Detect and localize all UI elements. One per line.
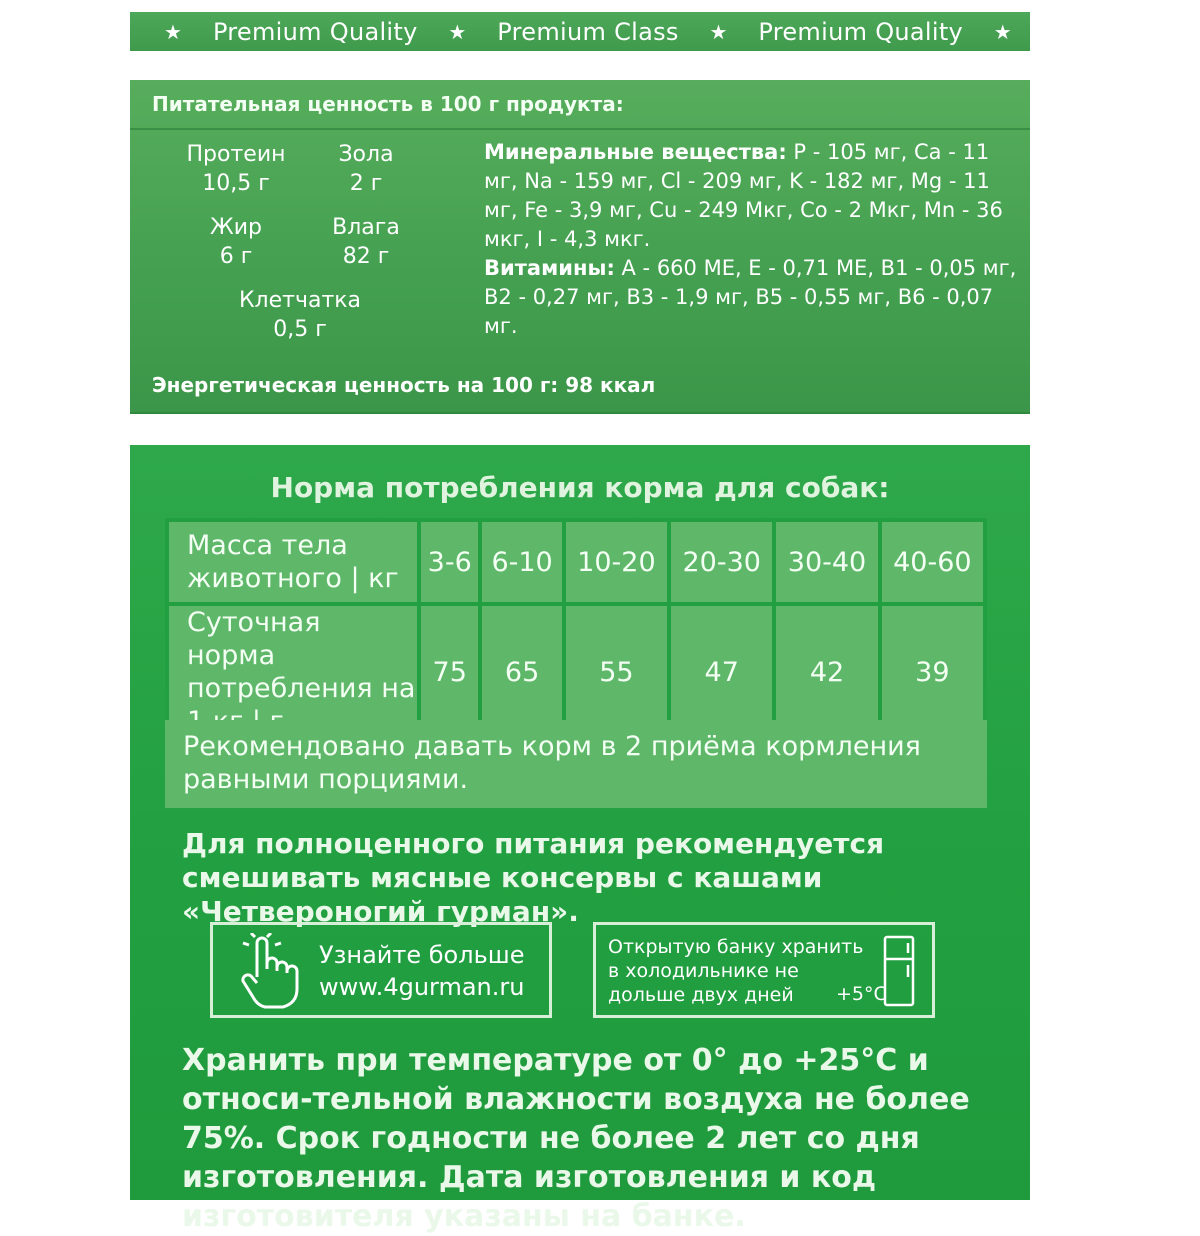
stat-value: 10,5 г [202,171,270,196]
table-cell: 47 [669,604,774,740]
nutrition-heading: Питательная ценность в 100 г продукта: [152,92,624,116]
table-cell: 40-60 [880,520,985,604]
star-icon: ★ [993,19,1012,44]
star-icon: ★ [164,19,183,44]
mix-note: Для полноценного питания рекомендуется смешивать мясные консервы с кашами «Четвероногий гурман». [182,827,885,928]
table-cell: 55 [564,604,669,740]
minerals-vitamins [484,138,1024,341]
stat-ash [316,140,416,198]
stat-name: Зола [338,142,394,167]
minerals-label: Минеральные вещества: [484,140,787,164]
vitamins-label: Витамины: [484,256,615,280]
stat-protein [178,140,294,198]
row-label: Масса тела животного | кг [167,520,419,604]
divider [130,128,1030,130]
stat-name: Влага [332,215,400,240]
stat-name: Жир [210,215,262,240]
fridge-temp: +5°С [836,983,887,1005]
fridge-text: Открытую банку хранить в холодильнике не дольше двух дней [608,936,864,1006]
feeding-norm-panel [130,445,1030,1234]
recommendation-note: Рекомендовано давать корм в 2 приёма кормления равными порциями. [165,720,987,808]
stat-value: 0,5 г [273,317,327,342]
table-cell: 3-6 [419,520,480,604]
vitamins-text: A - 660 МЕ, E - 0,71 МЕ, B1 - 0,05 мг, B2 - 0,27 мг, B3 - 1,9 мг, B5 - 0,55 мг, B6 - 0,07 мг. [484,256,1017,338]
table-cell: 75 [419,604,480,740]
norm-title: Норма потребления корма для собак: [270,471,890,504]
banner-item: Premium Class [497,17,679,46]
table-cell: 65 [480,604,563,740]
table-cell: 42 [774,604,879,740]
banner-item: Premium Quality [758,17,964,46]
storage-conditions: Хранить при температуре от 0° до +25°С и относи-тельной влажности воздуха не более 75%. Срок годности не более 2 лет со дня изготовления. Дата изготовления и код изготовителя указаны на банке. [182,1043,970,1234]
nutrition-panel [130,80,1030,414]
table-cell: 6-10 [480,520,563,604]
table-cell: 10-20 [564,520,669,604]
website-link[interactable]: www.4gurman.ru [319,973,525,1001]
feeding-table [165,518,987,742]
learn-more-box[interactable] [210,922,552,1018]
fridge-icon [882,935,916,1013]
table-cell: 39 [880,604,985,740]
banner-item: Premium Quality [212,17,418,46]
table-cell: 20-30 [669,520,774,604]
stat-name: Протеин [186,142,286,167]
pointing-hand-icon [237,933,303,1017]
stat-fiber [230,286,370,344]
stat-value: 6 г [219,244,253,269]
row-label: Суточная норма потребления на [167,604,419,740]
premium-banner [130,12,1030,51]
fridge-box [593,922,935,1018]
minerals-text: P - 105 мг, Ca - 11 мг, Na - 159 мг, Cl - 209 мг, K - 182 мг, Mg - 11 мг, Fe - 3,9 мг, Cu - 249 Мкг, Co - 2 Мкг, Mn - 36 мкг, I - 4,3 мкг. [484,140,1003,251]
table-cell: 30-40 [774,520,879,604]
stat-value: 2 г [349,171,383,196]
stat-name: Клетчатка [238,288,362,313]
star-icon: ★ [709,19,728,44]
learn-more-text[interactable] [319,939,524,1003]
star-icon: ★ [448,19,467,44]
learn-more-title: Узнайте больше [319,941,525,969]
stat-moisture [316,213,416,271]
stat-fat [178,213,294,271]
stat-value: 82 г [342,244,390,269]
energy-value: Энергетическая ценность на 100 г: 98 ккал [152,373,656,397]
table-row [167,520,985,604]
